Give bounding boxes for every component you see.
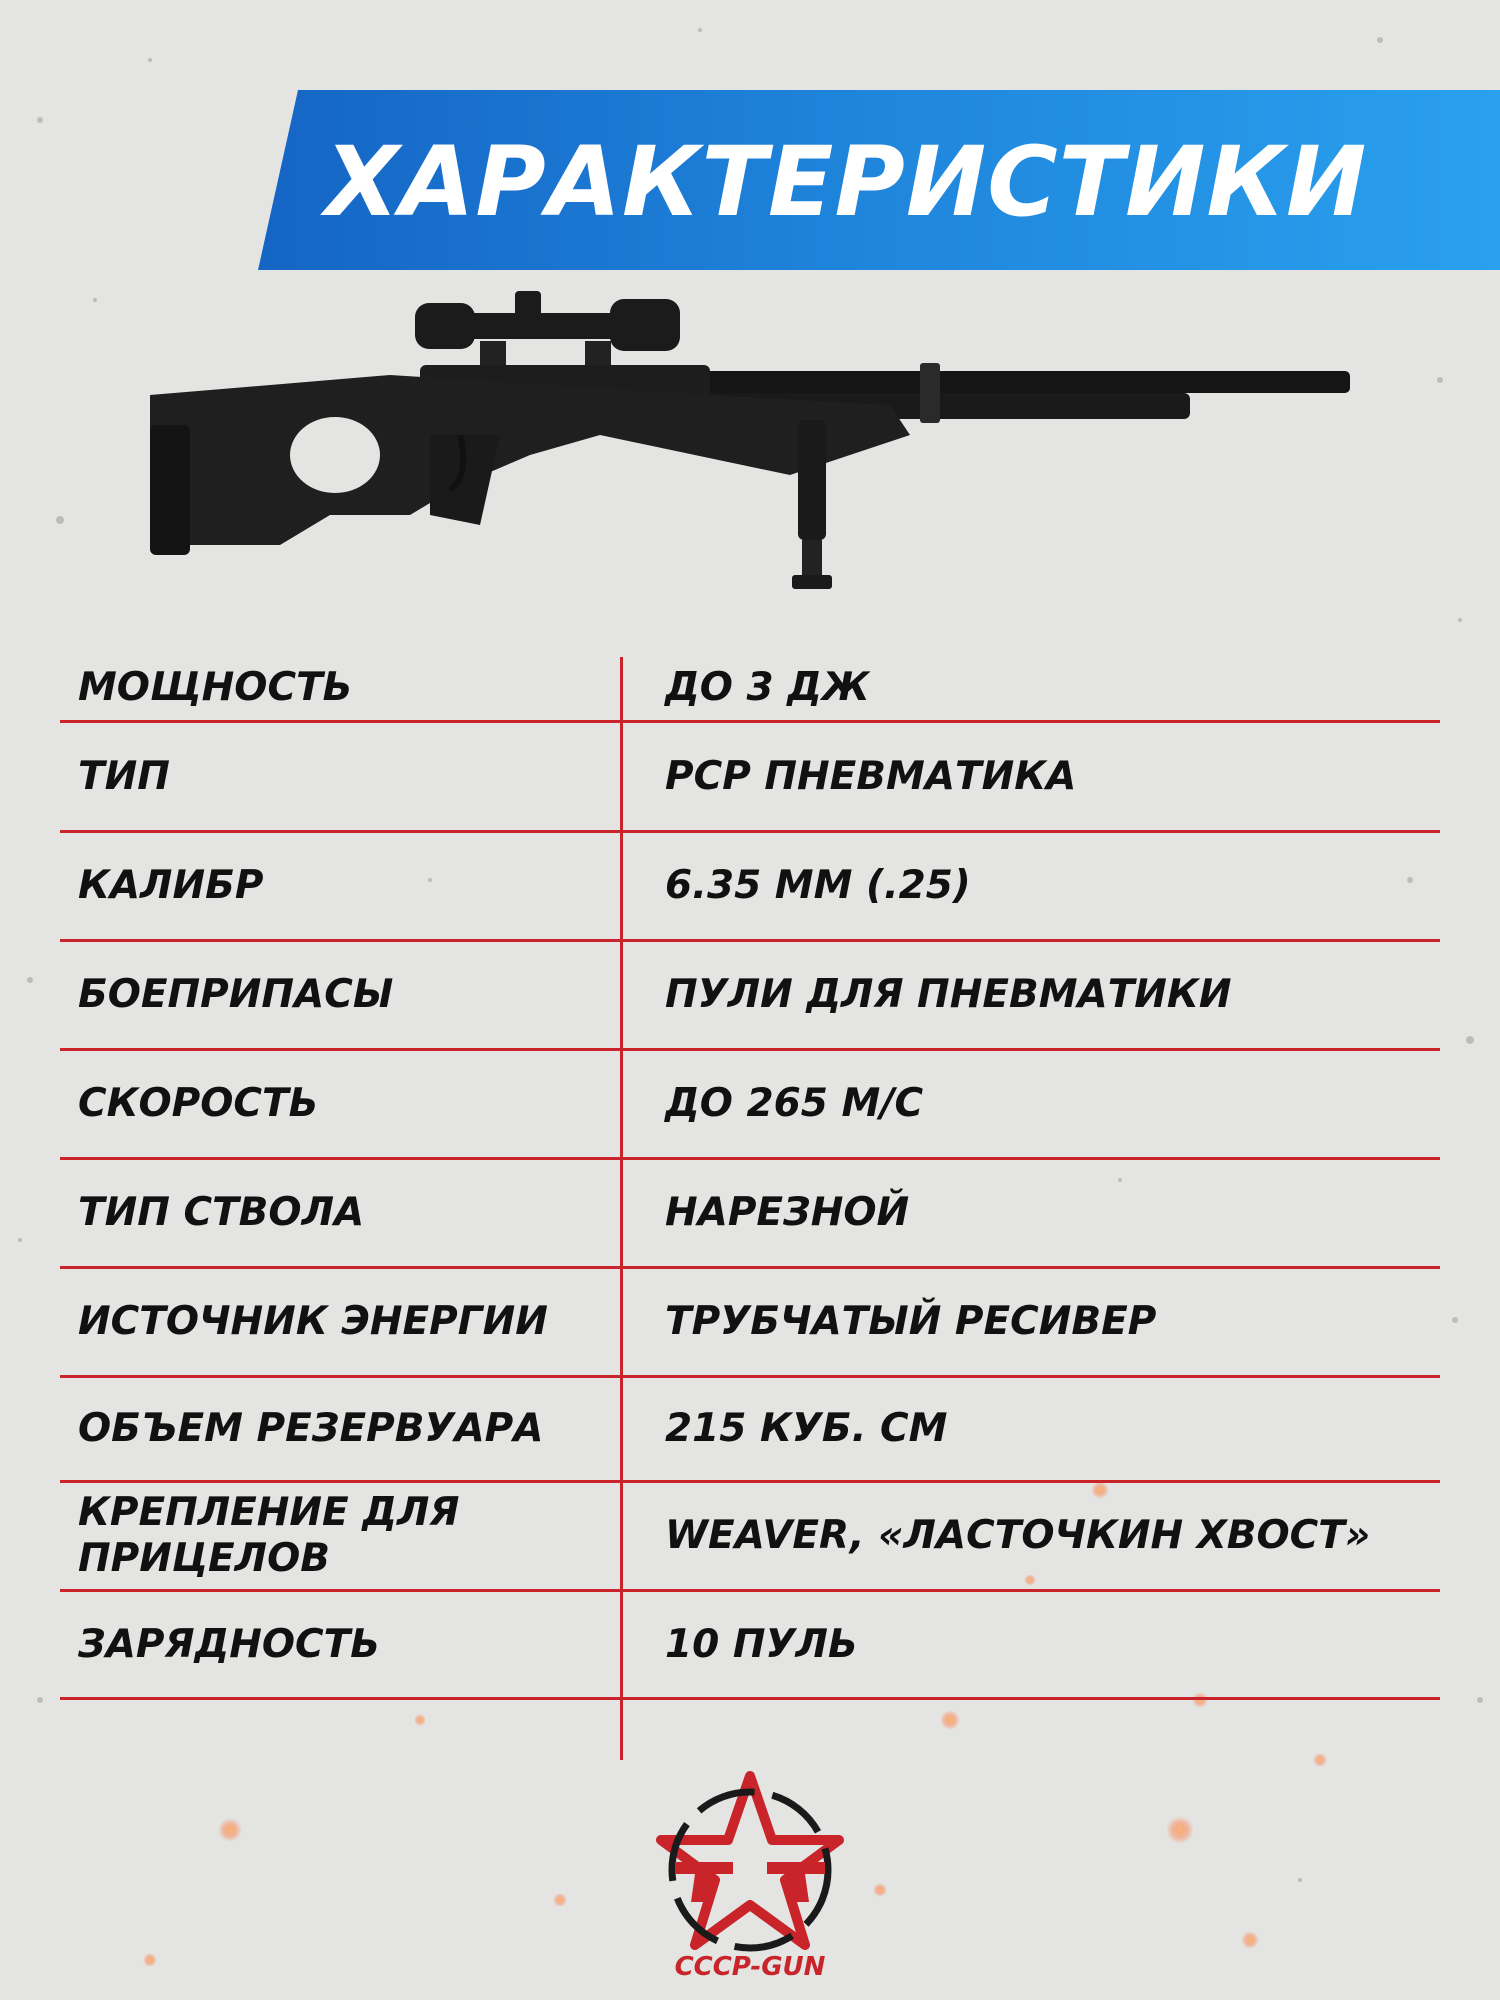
spec-row — [60, 1051, 1440, 1160]
spec-row — [60, 723, 1440, 833]
spec-label: ТИП — [78, 753, 170, 799]
spec-value: ТРУБЧАТЫЙ РЕСИВЕР — [665, 1299, 1157, 1344]
spec-label: БОЕПРИПАСЫ — [78, 972, 394, 1017]
spec-value: WEAVER, «ЛАСТОЧКИН ХВОСТ» — [665, 1513, 1371, 1558]
spec-label: ЗАРЯДНОСТЬ — [78, 1621, 380, 1667]
spec-row — [60, 833, 1440, 942]
spec-row — [60, 1483, 1440, 1592]
spec-value: PCP ПНЕВМАТИКА — [665, 753, 1077, 799]
spec-value: 6.35 ММ (.25) — [665, 863, 971, 908]
spec-row — [60, 1592, 1440, 1700]
spec-label: ИСТОЧНИК ЭНЕРГИИ — [78, 1299, 548, 1344]
spec-label: СКОРОСТЬ — [78, 1081, 319, 1126]
spec-label: КАЛИБР — [78, 863, 264, 908]
spec-value: ПУЛИ ДЛЯ ПНЕВМАТИКИ — [665, 972, 1232, 1017]
spec-row — [60, 1378, 1440, 1483]
spec-value: НАРЕЗНОЙ — [665, 1190, 910, 1235]
spec-row — [60, 655, 1440, 723]
spec-value: 10 ПУЛЬ — [665, 1621, 858, 1667]
rifle-image — [130, 285, 1390, 645]
spec-label: ОБЪЕМ РЕЗЕРВУАРА — [78, 1406, 544, 1451]
spec-row — [60, 1160, 1440, 1269]
scope — [415, 291, 680, 371]
row-divider — [60, 1697, 1440, 1700]
page-title: ХАРАКТЕРИСТИКИ — [325, 126, 1368, 238]
spec-label: ТИП СТВОЛА — [78, 1190, 365, 1235]
brand-name: CCCP-GUN — [674, 1952, 826, 1982]
spec-value: ДО 265 М/С — [665, 1081, 924, 1126]
spec-row — [60, 1269, 1440, 1378]
pistol-icon — [675, 1862, 825, 1902]
spec-label: МОЩНОСТЬ — [78, 664, 353, 710]
spec-value: ДО 3 ДЖ — [665, 664, 870, 710]
spec-value: 215 КУБ. СМ — [665, 1406, 948, 1451]
spec-label: КРЕПЛЕНИЕ ДЛЯ ПРИЦЕЛОВ — [78, 1490, 460, 1581]
spec-row — [60, 942, 1440, 1051]
